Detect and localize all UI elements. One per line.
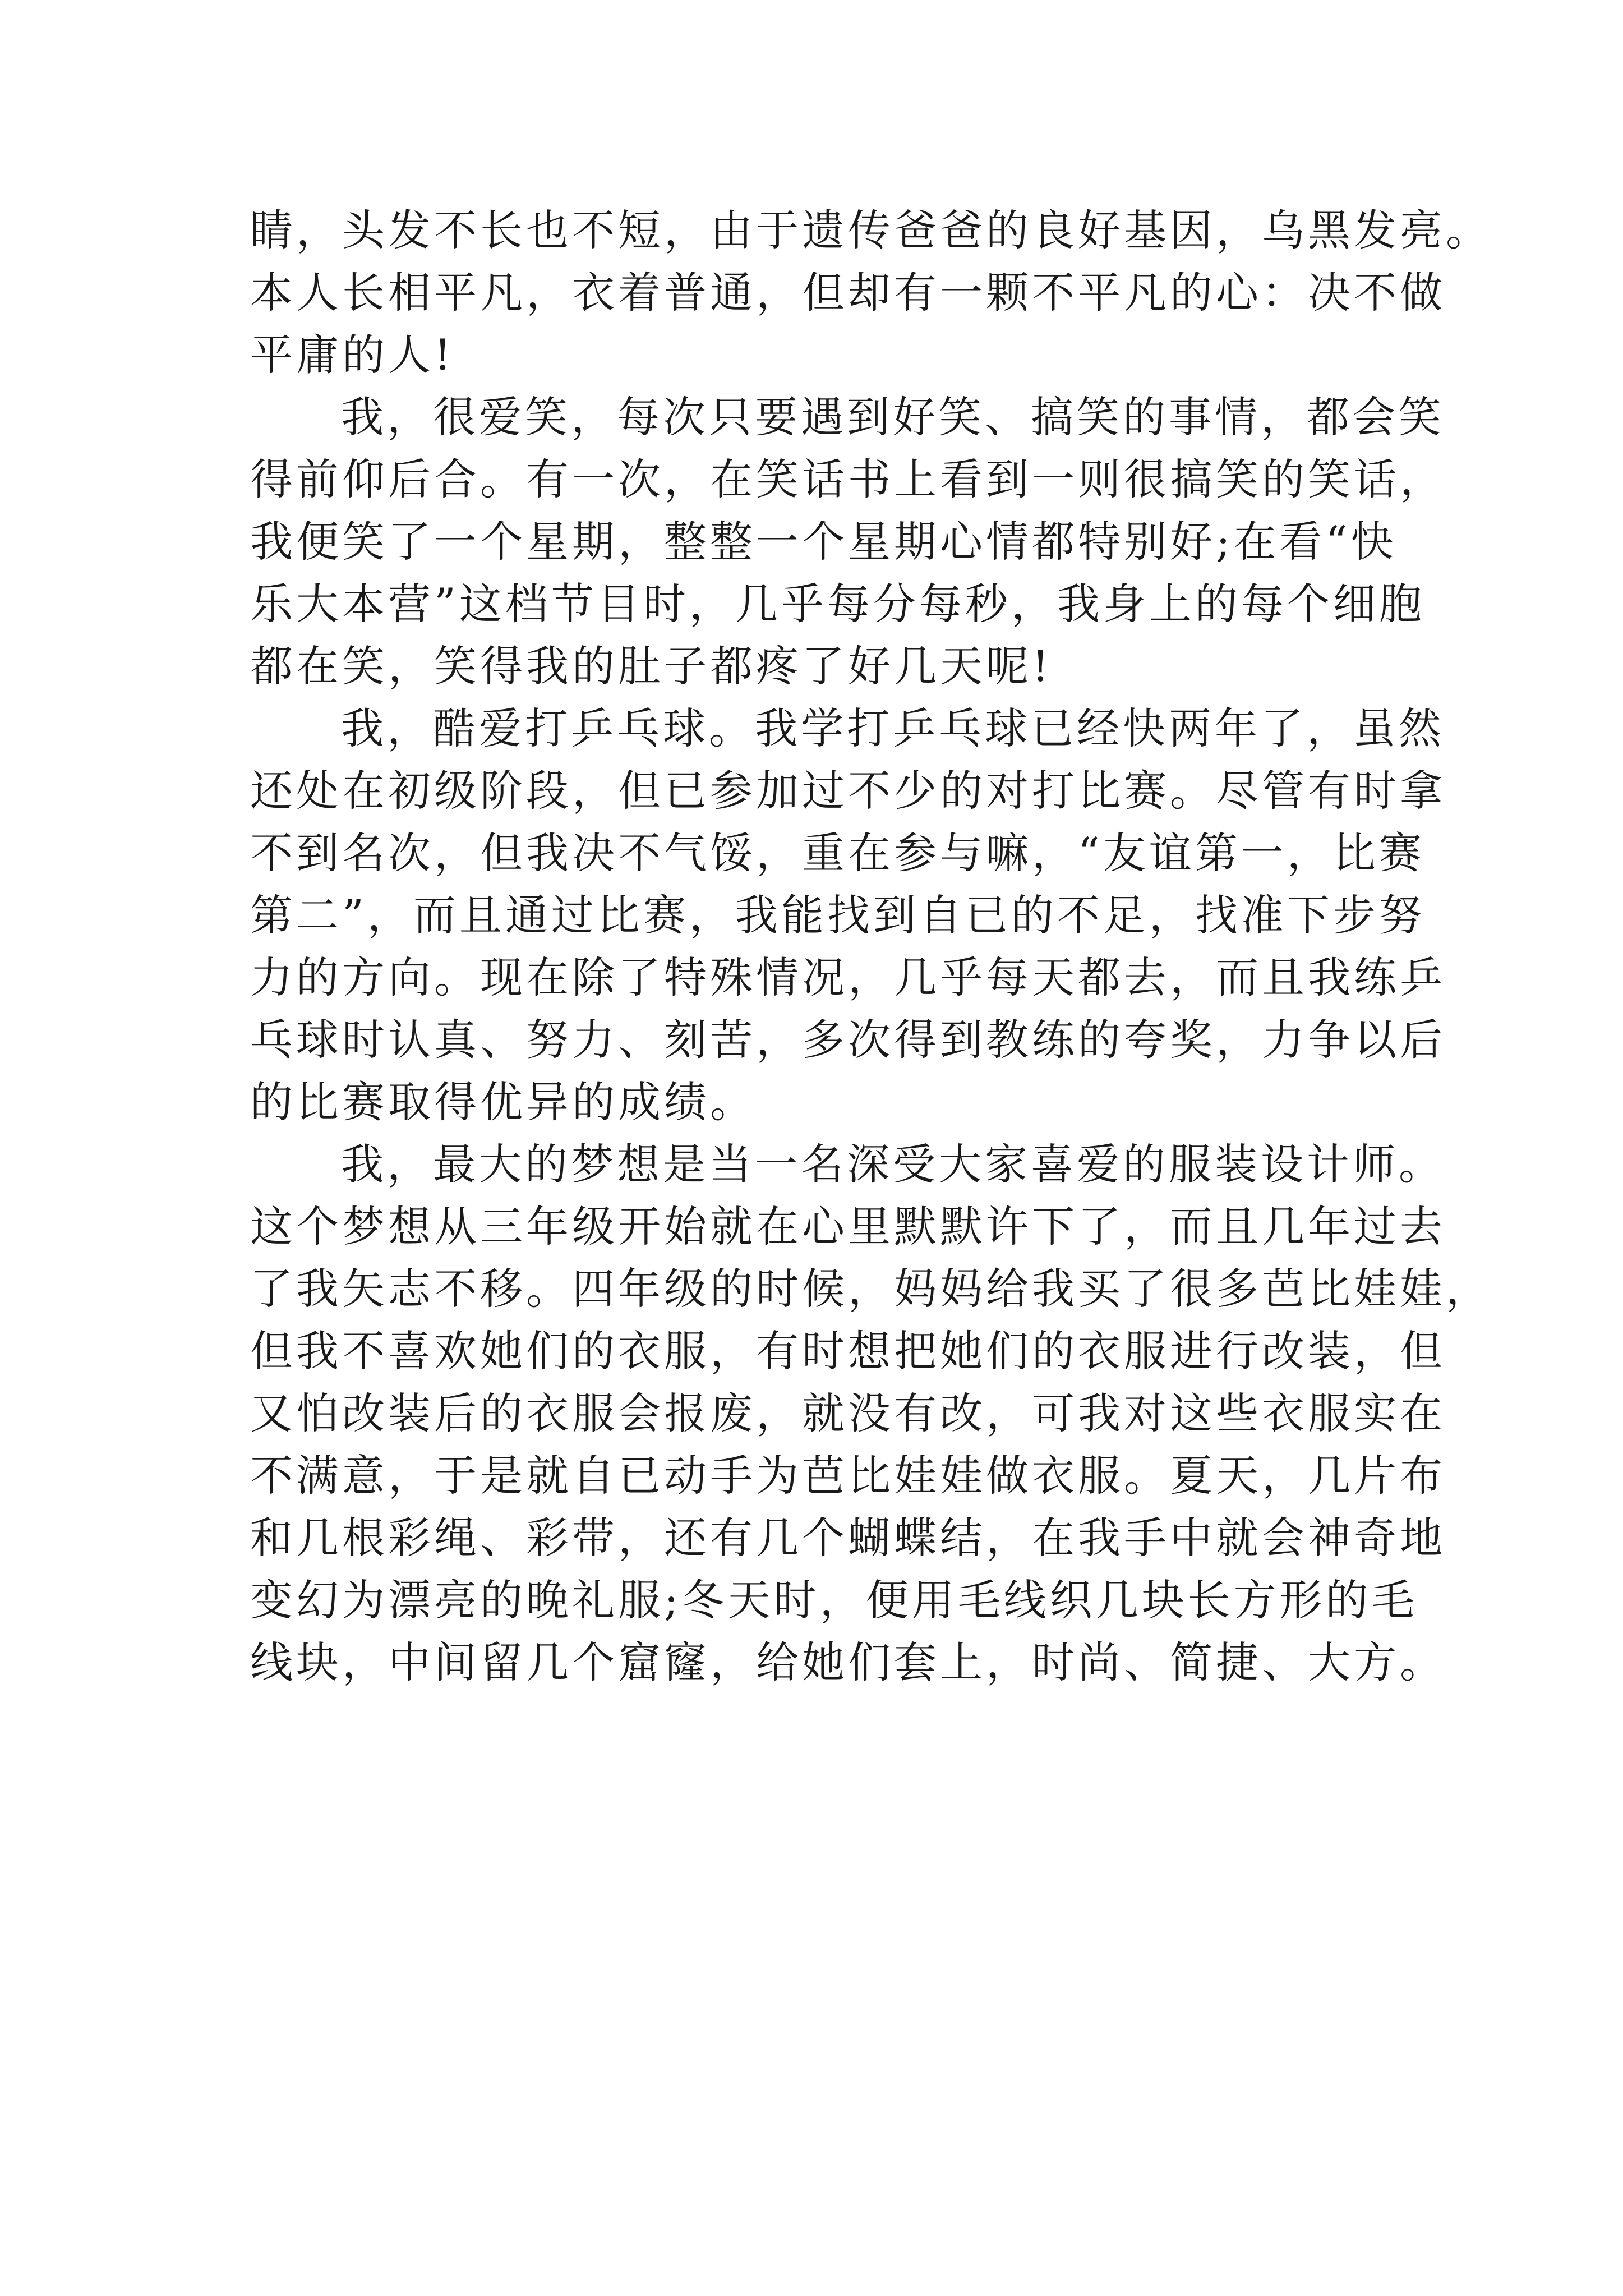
paragraph-1 xyxy=(250,199,1492,386)
paragraph-4 xyxy=(250,1133,1492,1694)
body-text xyxy=(250,199,1492,1694)
text-line: 平庸的人! xyxy=(250,330,455,380)
text-line: 这个梦想从三年级开始就在心里默默许下了，而且几年过去 xyxy=(250,1202,1446,1251)
text-line: 我便笑了一个星期，整整一个星期心情都特别好;在看“快 xyxy=(250,517,1397,567)
text-line: 不满意，于是就自已动手为芭比娃娃做衣服。夏天，几片布 xyxy=(250,1451,1446,1501)
text-line: 得前仰后合。有一次，在笑话书上看到一则很搞笑的笑话， xyxy=(250,454,1446,504)
text-line: 了我矢志不移。四年级的时候，妈妈给我买了很多芭比娃娃， xyxy=(250,1264,1492,1314)
paragraph-3 xyxy=(250,697,1446,1133)
text-line: 我，很爱笑，每次只要遇到好笑、搞笑的事情，都会笑 xyxy=(341,392,1445,442)
text-line: 变幻为漂亮的晚礼服;冬天时，便用毛线织几块长方形的毛 xyxy=(250,1575,1418,1625)
text-line: 力的方向。现在除了特殊情况，几乎每天都去，而且我练乒 xyxy=(250,953,1446,1002)
text-line: 第二”，而且通过比赛，我能找到自已的不足，找准下步努 xyxy=(250,890,1425,940)
text-line: 但我不喜欢她们的衣服，有时想把她们的衣服进行改装，但 xyxy=(250,1326,1446,1376)
text-line: 和几根彩绳、彩带，还有几个蝴蝶结，在我手中就会神奇地 xyxy=(250,1513,1446,1563)
text-line: 我，最大的梦想是当一名深受大家喜爱的服装设计师。 xyxy=(341,1139,1445,1189)
text-line: 本人长相平凡，衣着普通，但却有一颗不平凡的心：决不做 xyxy=(250,268,1446,318)
text-line: 又怕改装后的衣服会报废，就没有改，可我对这些衣服实在 xyxy=(250,1388,1446,1438)
text-line: 线块，中间留几个窟窿，给她们套上，时尚、简捷、大方。 xyxy=(250,1637,1446,1687)
text-line: 我，酷爱打乒乓球。我学打乒乓球已经快两年了，虽然 xyxy=(341,703,1445,753)
text-line: 的比赛取得优异的成绩。 xyxy=(250,1077,756,1127)
text-line: 还处在初级阶段，但已参加过不少的对打比赛。尽管有时拿 xyxy=(250,766,1446,816)
text-line: 乐大本营”这档节目时，几乎每分每秒，我身上的每个细胞 xyxy=(250,579,1425,629)
paragraph-2 xyxy=(250,386,1446,697)
text-line: 都在笑，笑得我的肚子都疼了好几天呢! xyxy=(250,641,1053,691)
text-line: 睛，头发不长也不短，由于遗传爸爸的良好基因，乌黑发亮。 xyxy=(250,205,1492,255)
text-line: 乓球时认真、努力、刻苦，多次得到教练的夸奖，力争以后 xyxy=(250,1015,1446,1065)
text-line: 不到名次，但我决不气馁，重在参与嘛，“友谊第一，比赛 xyxy=(250,828,1425,878)
